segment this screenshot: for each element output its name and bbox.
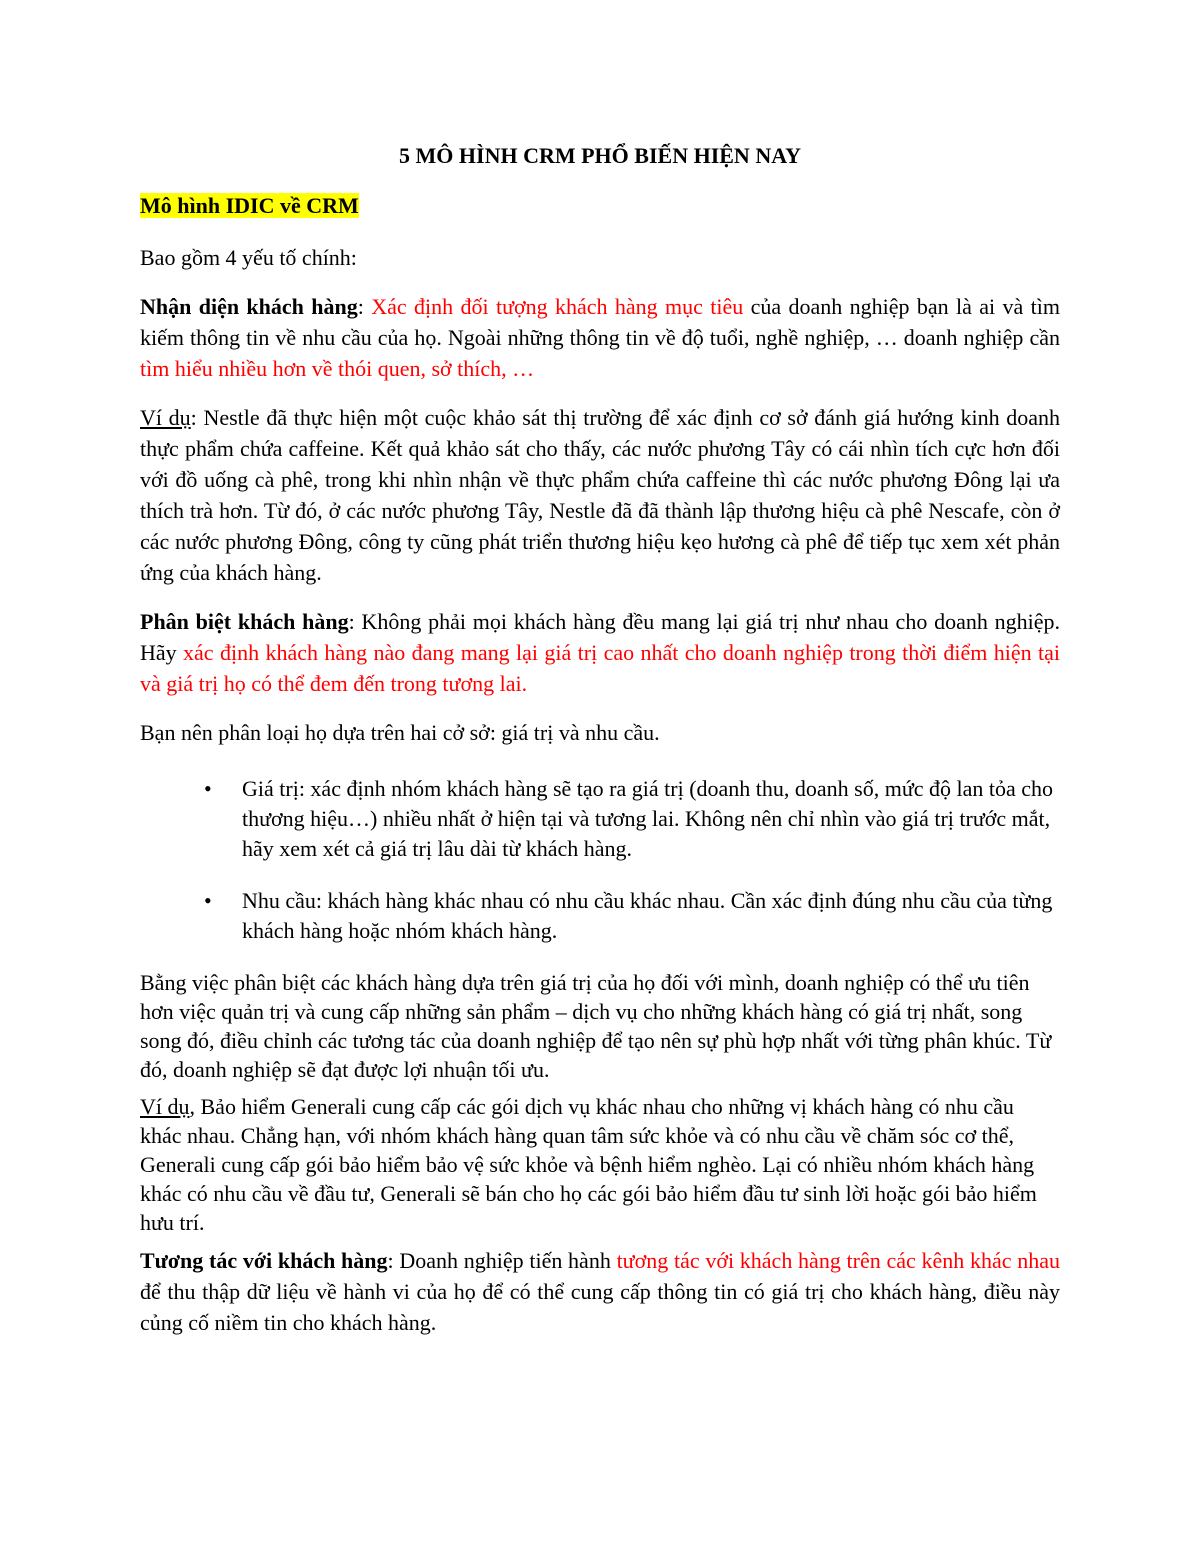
interact-paragraph bbox=[140, 1245, 1060, 1338]
example-2-text: , Bảo hiểm Generali cung cấp các gói dịch vụ khác nhau cho những vị khách hàng có nhu cầu khác nhau. Chẳng hạn, với nhóm khách hàng quan tâm sức khỏe và có nhu cầu về chăm sóc cơ thể, Generali cung cấp gói bảo hiểm bảo vệ sức khỏe và bệnh hiểm nghèo. Lại có nhiều nhóm khách hàng khác có nhu cầu về đầu tư, Generali sẽ bán cho họ các gói bảo hiểm đầu tư sinh lời hoặc gói bảo hiểm hưu trí. bbox=[140, 1094, 1037, 1235]
differentiate-paragraph bbox=[140, 606, 1060, 699]
bullet-text: Nhu cầu: khách hàng khác nhau có nhu cầu khác nhau. Cần xác định đúng nhu cầu của từng khách hàng hoặc nhóm khách hàng. bbox=[242, 888, 1053, 943]
example-1-label: Ví dụ bbox=[140, 405, 191, 430]
example-2-label: Ví dụ bbox=[140, 1094, 190, 1119]
section-heading-highlight: Mô hình IDIC về CRM bbox=[140, 193, 359, 218]
page-title: 5 MÔ HÌNH CRM PHỔ BIẾN HIỆN NAY bbox=[399, 143, 801, 168]
section-heading-idic bbox=[140, 190, 1060, 222]
differentiate-text-1: : Không phải mọi khách hàng đều mang lại giá trị như nhau cho doanh nghiệp. Hãy bbox=[140, 609, 1060, 665]
example-1-text: : Nestle đã thực hiện một cuộc khảo sát thị trường để xác định cơ sở đánh giá hướng kinh doanh thực phẩm chứa caffeine. Kết quả khảo sát cho thấy, các nước phương Tây có cái nhìn tích cực hơn đối với đồ uống cà phê, trong khi nhìn nhận về thực phẩm chứa caffeine thì các nước phương Đông lại ưa thích trà hơn. Từ đó, ở các nước phương Tây, Nestle đã đã thành lập thương hiệu cà phê Nescafe, còn ở các nước phương Đông, công ty cũng phát triển thương hiệu kẹo hương cà phê để tiếp tục xem xét phản ứng của khách hàng. bbox=[140, 405, 1061, 585]
list-item bbox=[140, 886, 1060, 946]
document-content bbox=[140, 140, 1060, 1356]
identify-red-text-2: tìm hiểu nhiều hơn về thói quen, sở thích, … bbox=[140, 356, 535, 381]
identify-paragraph bbox=[140, 291, 1060, 384]
interact-text-1: : Doanh nghiệp tiến hành bbox=[387, 1248, 617, 1273]
interact-text-2: để thu thập dữ liệu về hành vi của họ để có thể cung cấp thông tin có giá trị cho khách hàng, điều này củng cố niềm tin cho khách hàng. bbox=[140, 1279, 1060, 1335]
conclusion-paragraph: Bằng việc phân biệt các khách hàng dựa trên giá trị của họ đối với mình, doanh nghiệp có thể ưu tiên hơn việc quản trị và cung cấp những sản phẩm – dịch vụ cho những khách hàng có giá trị nhất, song song đó, điều chỉnh các tương tác của doanh nghiệp để tạo nên sự phù hợp nhất với từng phân khúc. Từ đó, doanh nghiệp sẽ đạt được lợi nhuận tối ưu. bbox=[140, 970, 1052, 1082]
intro-paragraph: Bao gồm 4 yếu tố chính: bbox=[140, 245, 357, 270]
differentiate-label: Phân biệt khách hàng bbox=[140, 609, 349, 634]
identify-separator: : bbox=[357, 294, 372, 319]
interact-label: Tương tác với khách hàng bbox=[140, 1248, 388, 1273]
bullet-dot: • bbox=[204, 888, 212, 913]
list-item bbox=[140, 774, 1060, 864]
bullet-text: Giá trị: xác định nhóm khách hàng sẽ tạo ra giá trị (doanh thu, doanh số, mức độ lan tỏa cho thương hiệu…) nhiều nhất ở hiện tại và tương lai. Không nên chỉ nhìn vào giá trị trước mắt, hãy xem xét cả giá trị lâu dài từ khách hàng. bbox=[242, 776, 1054, 861]
classify-paragraph: Bạn nên phân loại họ dựa trên hai cở sở: giá trị và nhu cầu. bbox=[140, 720, 660, 745]
differentiate-red-text: xác định khách hàng nào đang mang lại giá trị cao nhất cho doanh nghiệp trong thời điểm hiện tại và giá trị họ có thể đem đến trong tương lai. bbox=[140, 640, 1060, 696]
example-1-paragraph bbox=[140, 402, 1060, 588]
bullet-list bbox=[140, 774, 1060, 946]
identify-red-text-1: Xác định đối tượng khách hàng mục tiêu bbox=[371, 294, 744, 319]
bullet-dot: • bbox=[204, 776, 212, 801]
identify-label: Nhận diện khách hàng bbox=[140, 294, 358, 319]
identify-text-1: của doanh nghiệp bạn là ai và tìm kiếm thông tin về nhu cầu của họ. Ngoài những thông tin về độ tuổi, nghề nghiệp, … doanh nghiệp cần bbox=[140, 294, 1060, 350]
example-2-paragraph bbox=[140, 1092, 1060, 1237]
interact-red-text: tương tác với khách hàng trên các kênh khác nhau bbox=[616, 1248, 1060, 1273]
